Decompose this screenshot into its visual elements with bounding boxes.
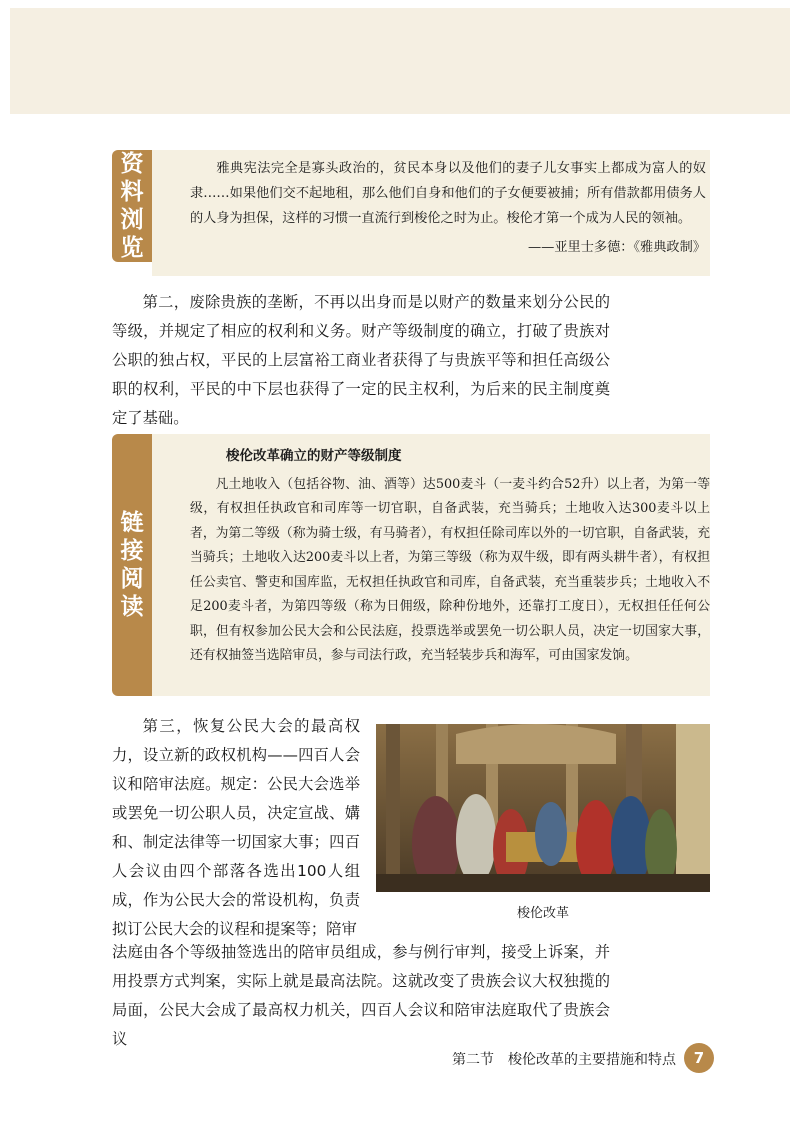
tab-char: 浏 [120,207,144,233]
paragraph-text: 第二，废除贵族的垄断，不再以出身而是以财产的数量来划分公民的等级，并规定了相应的权利和义务。财产等级制度的确立，打破了贵族对公职的独占权，平民的上层富裕工商业者获得了与贵族平等和担任高级公职的权利，平民的中下层也获得了一定的民主权利，为后来的民主制度奠定了基础。 [112,293,610,427]
tab-char: 资 [120,151,144,177]
body-paragraph-2-wrap [112,712,360,944]
top-band [10,8,790,114]
tab-char: 链 [120,510,144,536]
info-box-tab [112,150,152,262]
quote-source: ——亚里士多德：《雅典政制》 [527,240,706,255]
figure-caption: 梭伦改革 [516,906,569,921]
solon-reform-painting [376,724,710,892]
footer-section-title: 第二节 梭伦改革的主要措施和特点 [452,1052,676,1068]
paragraph-text: 第三，恢复公民大会的最高权力，设立新的政权机构——四百人会议和陪审法庭。规定：公民大会选举或罢免一切公职人员，决定宣战、媾和、制定法律等一切国家大事；四百人会议由四个部落各选出100人组成，作为公民大会的常设机构，负责拟订公民大会的议程和提案等；陪审 [112,717,360,938]
reading-content [190,444,710,669]
body-paragraph-1 [112,288,610,433]
reading-text: 凡土地收入（包括谷物、油、酒等）达500麦斗（一麦斗约合52升）以上者，为第一等级，有权担任执政官和司库等一切官职，自备武装，充当骑兵；土地收入达300麦斗以上者，为第二等级（称为骑士级，有马骑者），有权担任除司库以外的一切官职，自备武装，充当骑兵；土地收入达200麦斗以上者，为第三等级（称为双牛级，即有两头耕牛者），有权担任公卖官、警吏和国库监，无权担任执政官和司库，自备武装，充当重装步兵；土地收入不足200麦斗者，为第四等级（称为日佣级，除种份地外，还靠打工度日），无权担任任何公职，但有权参加公民大会和公民法庭，投票选举或罢免一切公职人员，决定一切国家大事，还有权抽签当选陪审员，参与司法行政，充当轻装步兵和海军，可由国家发饷。 [190,476,710,663]
tab-char: 料 [120,179,144,205]
body-paragraph-2-full [112,938,610,1054]
quote-text: 雅典宪法完全是寡头政治的，贫民本身以及他们的妻子儿女事实上都成为富人的奴隶……如果他们交不起地租，那么他们自身和他们的子女便要被捕；所有借款都用债务人的人身为担保，这样的习惯一直流行到梭伦之时为止。梭伦才第一个成为人民的领袖。 [190,161,706,226]
tab-char: 接 [120,538,144,564]
info-quote [190,156,706,260]
tab-char: 读 [120,594,144,620]
reading-title: 梭伦改革确立的财产等级制度 [226,448,402,464]
tab-char: 览 [120,235,144,261]
reading-box-tab [112,434,152,696]
paragraph-text: 法庭由各个等级抽签选出的陪审员组成，参与例行审判，接受上诉案，并用投票方式判案，实际上就是最高法院。这就改变了贵族会议大权独揽的局面，公民大会成了最高权力机关，四百人会议和陪审法庭取代了贵族会议 [112,943,610,1048]
tab-char: 阅 [120,566,144,592]
page-number: 7 [684,1043,714,1073]
